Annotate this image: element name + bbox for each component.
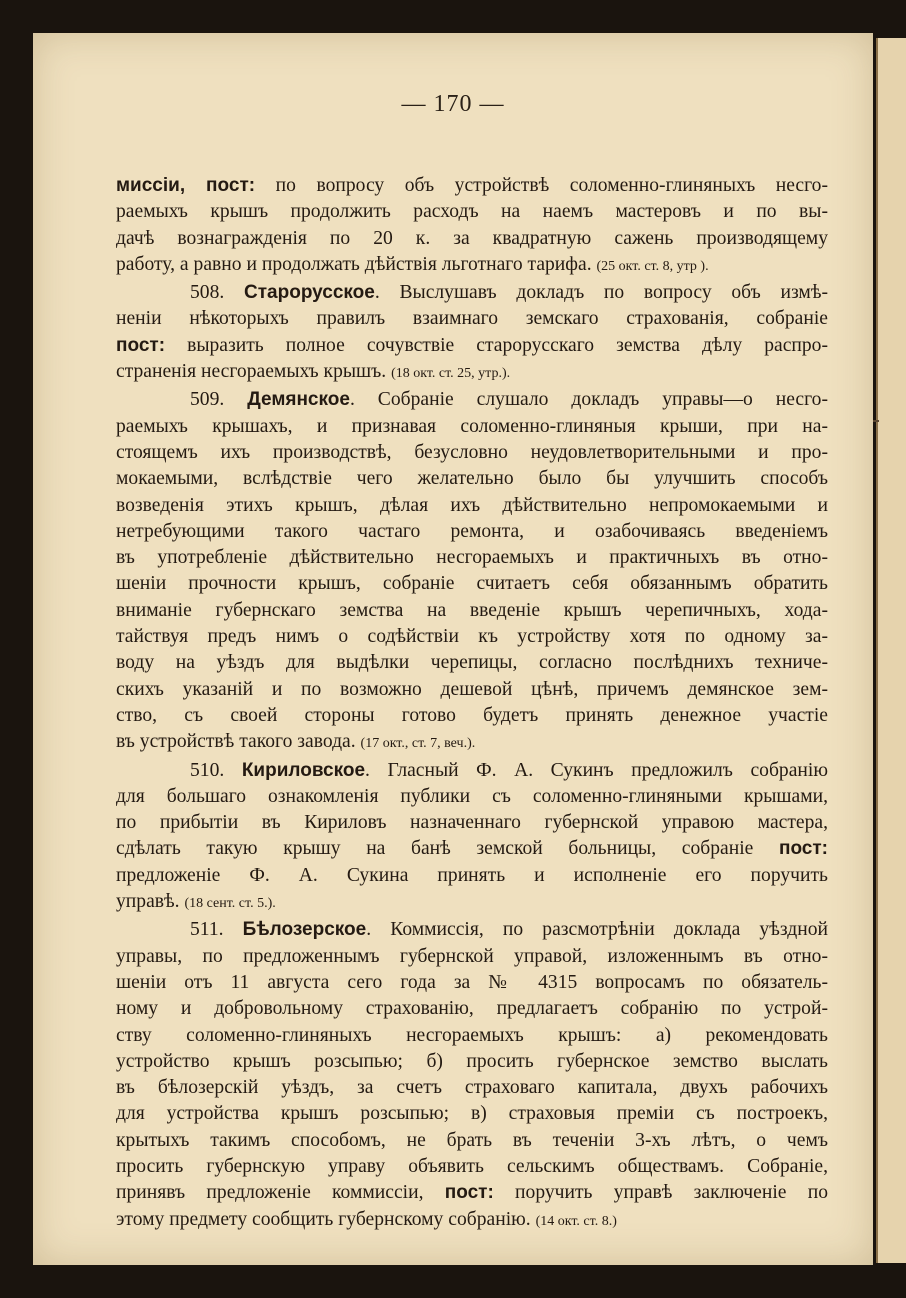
text-line	[116, 466, 828, 492]
bold-term: Старорусское	[244, 282, 375, 304]
text-run: ному и добровольному страхованію, предлагаетъ собранію по устрой-	[116, 998, 828, 1020]
text-run: ство, съ своей стороны готово будетъ принять денежное участіе	[116, 704, 828, 726]
bold-term: пост:	[116, 334, 166, 356]
text-line	[116, 306, 828, 332]
text-run: для устройства крышъ розсыпью; в) страховыя преміи съ построекъ,	[116, 1103, 828, 1125]
text-run: нетребующими такого частаго ремонта, и озабочиваясь введеніемъ	[116, 520, 828, 542]
text-run: . Собраніе слушало докладъ управы—о несго-	[349, 389, 828, 411]
text-line	[116, 889, 828, 917]
text-run: неніи нѣкоторыхъ правилъ взаимнаго земскаго страхованія, собраніе	[116, 308, 828, 330]
text-line	[116, 1049, 828, 1075]
text-line	[116, 810, 828, 836]
text-line	[116, 784, 828, 810]
text-line	[116, 996, 828, 1022]
text-line	[116, 519, 828, 545]
text-run: поручить управѣ заключеніе по	[493, 1182, 828, 1204]
text-run: въ бѣлозерскій уѣздъ, за счетъ страховаго капитала, двухъ рабочихъ	[116, 1077, 828, 1099]
text-run: вниманіе губернскаго земства на введеніе крышъ черепичныхъ, хода-	[116, 599, 828, 621]
text-run: страненія несгораемыхъ крышъ.	[116, 361, 392, 383]
text-line	[116, 917, 828, 943]
bold-term: пост:	[206, 175, 256, 196]
bold-term: Кириловское	[241, 759, 366, 781]
text-run: управѣ.	[116, 891, 185, 913]
text-run: въ устройствѣ такого завода.	[116, 731, 361, 753]
text-run: 511.	[190, 919, 243, 941]
text-run: по вопросу объ устройствѣ соломенно-глиняныхъ несго-	[255, 175, 828, 196]
text-line	[116, 333, 828, 359]
text-run: управы, по предложеннымъ губернской управой, изложеннымъ въ отно-	[116, 945, 828, 967]
body-text	[116, 173, 828, 1235]
text-run: раемыхъ крышахъ, и признавая соломенно-глиняныя крыши, при на-	[116, 415, 828, 437]
citation: (18 сент. ст. 5.).	[184, 896, 276, 912]
bold-term: миссіи,	[116, 175, 207, 196]
text-run: 509.	[190, 389, 248, 411]
text-line	[116, 571, 828, 597]
text-run: . Гласный Ф. А. Сукинъ предложилъ собранію	[365, 759, 828, 781]
text-line	[116, 1075, 828, 1101]
citation: (25 окт. ст. 8, утр ).	[596, 258, 709, 274]
text-line	[116, 359, 828, 387]
page-number: — 170 —	[401, 91, 505, 117]
book-page	[33, 33, 873, 1265]
citation: (17 окт., ст. 7, веч.).	[360, 736, 476, 752]
text-run: предложеніе Ф. А. Сукина принять и исполненіе его поручить	[116, 864, 828, 886]
text-run: крытыхъ такимъ способомъ, не брать въ теченіи 3-хъ лѣтъ, о чемъ	[116, 1129, 828, 1151]
text-line	[116, 624, 828, 650]
text-line	[116, 758, 828, 784]
text-run: по прибытіи въ Кириловъ назначеннаго губернской управою мастера,	[116, 812, 828, 834]
text-line	[116, 650, 828, 676]
text-line	[116, 703, 828, 729]
text-run: этому предмету сообщить губернскому собранію.	[116, 1208, 536, 1230]
text-line	[116, 944, 828, 970]
text-run: ству соломенно-глиняныхъ несгораемыхъ крышъ: а) рекомендовать	[116, 1024, 828, 1046]
text-run: . Коммиссія, по разсмотрѣніи доклада уѣздной	[366, 919, 828, 941]
text-line	[116, 280, 828, 306]
text-run: стоящемъ ихъ производствѣ, безусловно неудовлетворительными и про-	[116, 441, 828, 463]
bold-term: пост:	[778, 838, 828, 860]
text-line	[116, 1180, 828, 1206]
text-line	[116, 1101, 828, 1127]
text-run: . Выслушавъ докладъ по вопросу объ измѣ-	[374, 282, 828, 304]
text-line	[116, 863, 828, 889]
text-line	[116, 970, 828, 996]
text-line	[116, 173, 828, 199]
text-run: работу, а равно и продолжать дѣйствія льготнаго тарифа.	[116, 253, 597, 275]
text-run: скихъ указаній и по возможно дешевой цѣнѣ, причемъ демянское зем-	[116, 678, 828, 700]
text-run: для большаго ознакомленія публики съ соломенно-глиняными крышами,	[116, 785, 828, 807]
text-line	[116, 387, 828, 413]
text-run: тайствуя предъ нимъ о содѣйствіи къ устройству хотя по одному за-	[116, 626, 828, 648]
text-run: просить губернскую управу объявить сельскимъ обществамъ. Собраніе,	[116, 1155, 828, 1177]
text-line	[116, 252, 828, 280]
bold-term: Бѣлозерское	[242, 919, 367, 941]
text-line	[116, 226, 828, 252]
text-line	[116, 440, 828, 466]
adjacent-page-edge	[876, 38, 906, 1263]
text-run: принявъ предложеніе коммиссіи,	[116, 1182, 445, 1204]
text-run: мокаемыми, вслѣдствіе чего желательно было бы улучшить способъ	[116, 468, 828, 490]
text-run: дачѣ вознагражденія по 20 к. за квадратную сажень производящему	[116, 227, 828, 249]
text-line	[116, 1207, 828, 1235]
text-line	[116, 729, 828, 757]
citation: (14 окт. ст. 8.)	[535, 1213, 617, 1229]
text-line	[116, 1154, 828, 1180]
text-run: раемыхъ крышъ продолжить расходъ на наемъ мастеровъ и по вы-	[116, 201, 828, 223]
text-run: сдѣлать такую крышу на банѣ земской больницы, собраніе	[116, 838, 779, 860]
citation: (18 окт. ст. 25, утр.).	[391, 366, 511, 382]
text-run: устройство крышъ розсыпью; б) просить губернское земство выслать	[116, 1050, 828, 1072]
text-line	[116, 493, 828, 519]
bold-term: пост:	[444, 1182, 494, 1204]
text-run: въ употребленіе дѣйствительно несгораемыхъ и практичныхъ въ отно-	[116, 547, 828, 569]
text-run: выразить полное сочувствіе старорусскаго земства дѣлу распро-	[165, 334, 828, 356]
text-run: шеніи отъ 11 августа сего года за № 4315 вопросамъ по обязатель-	[116, 971, 828, 993]
text-line	[116, 598, 828, 624]
text-line	[116, 199, 828, 225]
text-line	[116, 1128, 828, 1154]
text-line	[116, 545, 828, 571]
text-line	[116, 836, 828, 862]
text-run: шеніи прочности крышъ, собраніе считаетъ себя обязаннымъ обратить	[116, 573, 828, 595]
text-run: возведенія этихъ крышъ, дѣлая ихъ дѣйствительно непромокаемыми и	[116, 494, 828, 516]
text-run: 510.	[190, 759, 242, 781]
bold-term: Демянское	[247, 389, 350, 411]
text-line	[116, 677, 828, 703]
text-run: воду на уѣздъ для выдѣлки черепицы, согласно послѣднихъ техниче-	[116, 652, 828, 674]
text-run: 508.	[190, 282, 245, 304]
text-line	[116, 414, 828, 440]
text-line	[116, 1023, 828, 1049]
